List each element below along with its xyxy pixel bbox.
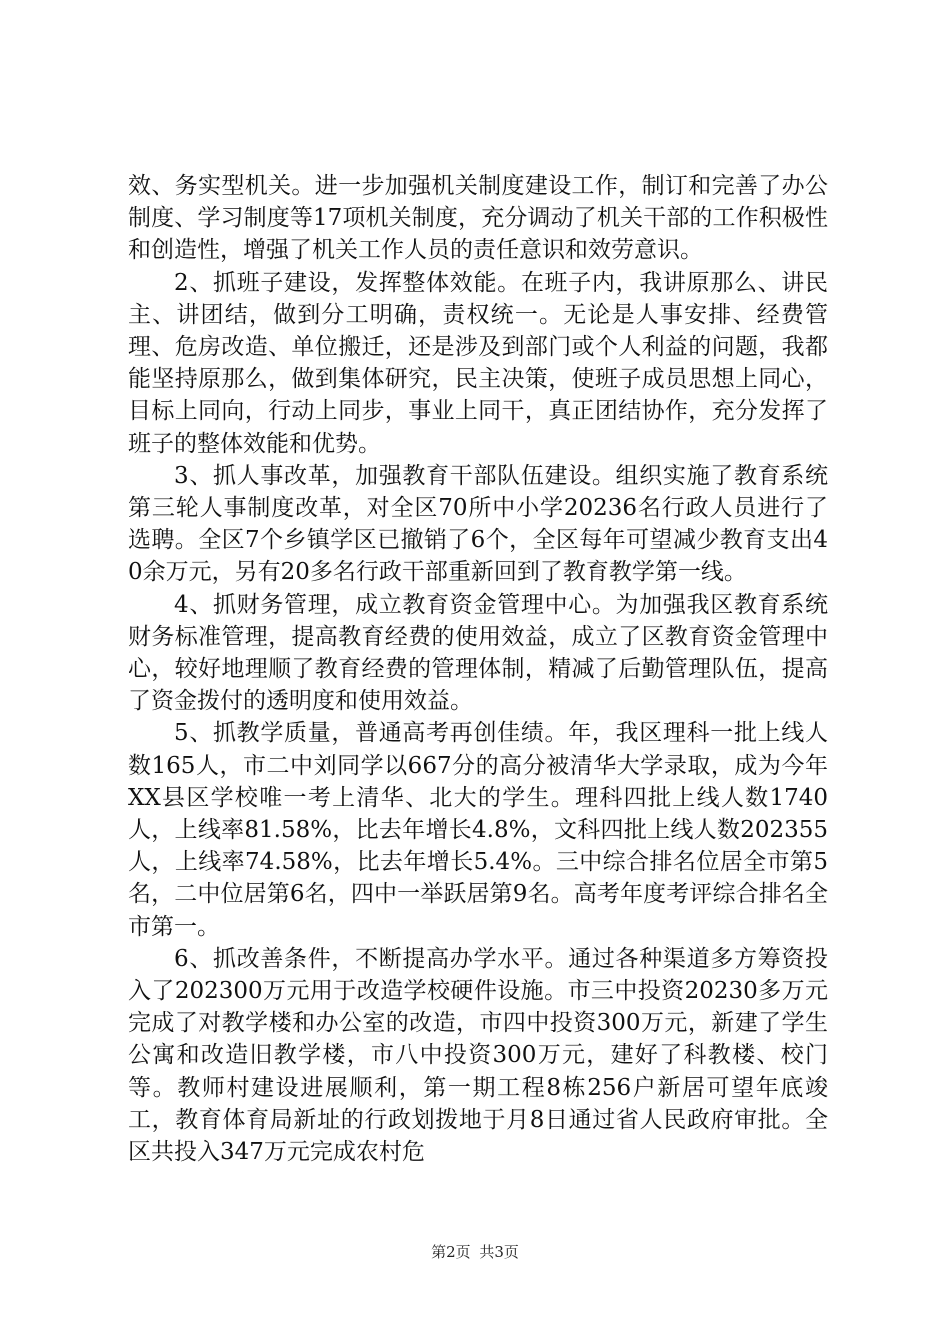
paragraph-team-building: 2、抓班子建设，发挥整体效能。在班子内，我讲原那么、讲民主、讲团结，做到分工明确，责权统一。无论是人事安排、经费管理、危房改造、单位搬迁，还是涉及到部门或个人利益的问题，我都能坚持原那么，做到集体研究，民主决策，使班子成员思想上同心，目标上同向，行动上同步，事业上同干，真正团结协作，充分发挥了班子的整体效能和优势。 (128, 269, 828, 457)
paragraph-personnel-reform: 3、抓人事改革，加强教育干部队伍建设。组织实施了教育系统第三轮人事制度改革，对全区70所中小学20236名行政人员进行了选聘。全区7个乡镇学区已撤销了6个，全区每年可望减少教育支出40余万元，另有20多名行政干部重新回到了教育教学第一线。 (128, 462, 828, 586)
page-number: 第2页 (431, 1243, 471, 1261)
document-body (128, 170, 828, 1168)
page-total: 共3页 (479, 1243, 519, 1261)
paragraph-teaching-quality: 5、抓教学质量，普通高考再创佳绩。年，我区理科一批上线人数165人，市二中刘同学以667分的高分被清华大学录取，成为今年XX县区学校唯一考上清华、北大的学生。理科四批上线人数1740人，上线率81.58%，比去年增长4.8%，文科四批上线人数202355人，上线率74.58%，比去年增长5.4%。三中综合排名位居全市第5名，二中位居第6名，四中一举跃居第9名。高考年度考评综合排名全市第一。 (128, 720, 828, 940)
page-footer (0, 1241, 950, 1262)
paragraph-school-conditions: 6、抓改善条件，不断提高办学水平。通过各种渠道多方筹资投入了202300万元用于改造学校硬件设施。市三中投资20230多万元完成了对教学楼和办公室的改造，市四中投资300万元，新建了学生公寓和改造旧教学楼，市八中投资300万元，建好了科教楼、校门等。教师村建设进展顺利，第一期工程8栋256户新居可望年底竣工，教育体育局新址的行政划拨地于月8日通过省人民政府审批。全区共投入347万元完成农村危 (128, 945, 828, 1166)
paragraph-financial-management: 4、抓财务管理，成立教育资金管理中心。为加强我区教育系统财务标准管理，提高教育经费的使用效益，成立了区教育资金管理中心，较好地理顺了教育经费的管理体制，精减了后勤管理队伍，提高了资金拨付的透明度和使用效益。 (128, 591, 828, 715)
paragraph-continued: 效、务实型机关。进一步加强机关制度建设工作，制订和完善了办公制度、学习制度等17项机关制度，充分调动了机关干部的工作积极性和创造性，增强了机关工作人员的责任意识和效劳意识。 (128, 173, 828, 264)
